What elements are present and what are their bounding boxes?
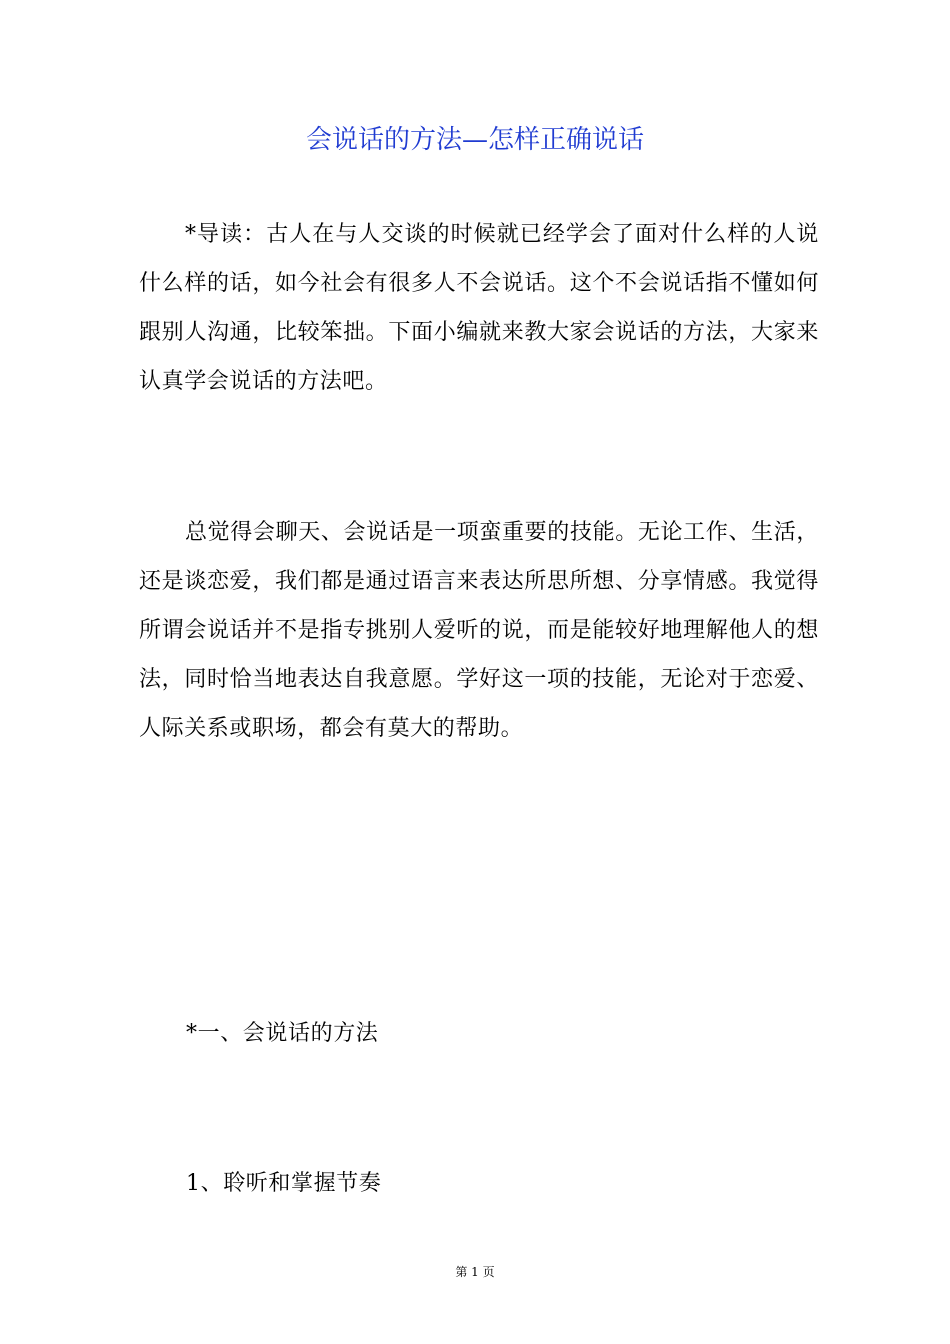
document-title: 会说话的方法—怎样正确说话 [305,125,644,155]
page-number-footer: 第 1 页 [455,1265,495,1279]
intro-paragraph: *导读：古人在与人交谈的时候就已经学会了面对什么样的人说什么样的话，如今社会有很多人不会说话。这个不会说话指不懂如何跟别人沟通，比较笨拙。下面小编就来教大家会说话的方法，大家来认真学会说话的方法吧。 [139,222,819,394]
sub-heading: 1、聆听和掌握节奏 [186,1171,382,1196]
body-paragraph: 总觉得会聊天、会说话是一项蛮重要的技能。无论工作、生活，还是谈恋爱，我们都是通过语言来表达所思所想、分享情感。我觉得所谓会说话并不是指专挑别人爱听的说，而是能较好地理解他人的想法，同时恰当地表达自我意愿。学好这一项的技能，无论对于恋爱、人际关系或职场，都会有莫大的帮助。 [139,520,819,741]
section-heading: *一、会说话的方法 [186,1021,379,1046]
